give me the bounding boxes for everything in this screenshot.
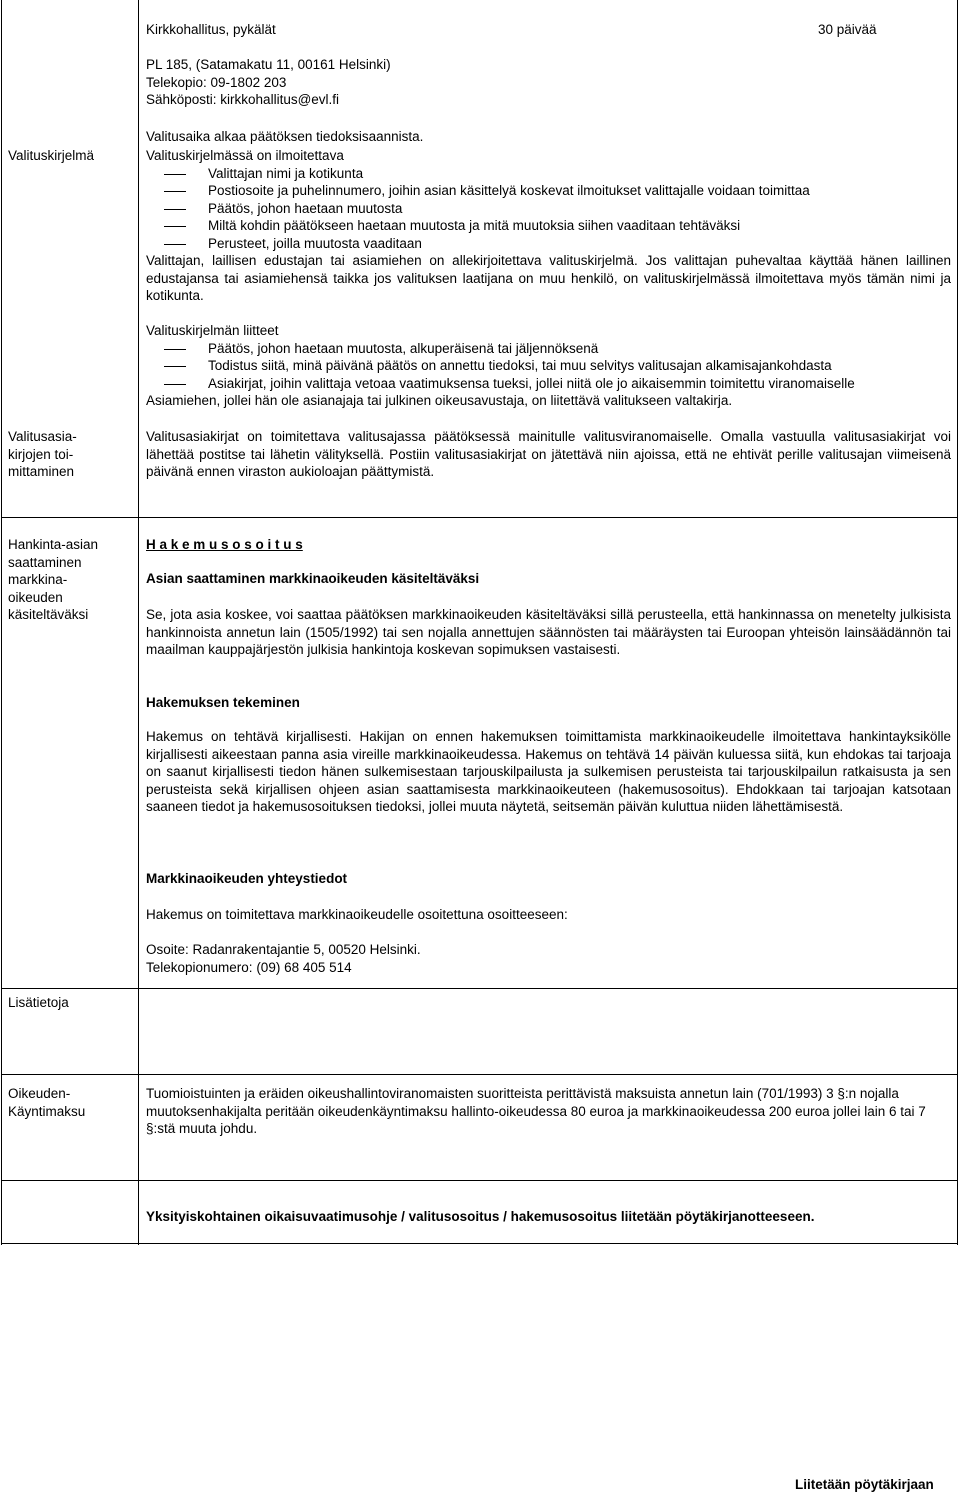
court-fee-label-line: Oikeuden- — [8, 1086, 71, 1101]
appeal-letter-item: Miltä kohdin päätökseen haetaan muutosta ja mitä muutoksia siihen vaaditaan tehtäväksi — [146, 217, 951, 235]
contact-intro: Hakemus on toimitettava markkinaoikeudelle osoitettuna osoitteeseen: — [146, 907, 568, 922]
procurement-label-line: käsiteltäväksi — [8, 607, 89, 622]
appeal-letter-item: Päätös, johon haetaan muutosta — [146, 200, 951, 218]
authority-email: Sähköposti: kirkkohallitus@evl.fi — [146, 92, 340, 107]
appeal-letter-item: Valittajan nimi ja kotikunta — [146, 165, 951, 183]
row-divider-3 — [1, 1074, 958, 1075]
appeal-time-note: Valitusaika alkaa päätöksen tiedoksisaannista. — [146, 129, 424, 144]
row-divider-2 — [1, 988, 958, 989]
appeal-letter-label: Valituskirjelmä — [8, 148, 95, 163]
delivery-label — [8, 428, 133, 481]
court-fee-label-line: Käyntimaksu — [8, 1103, 86, 1119]
procurement-text-2: Hakemus on tehtävä kirjallisesti. Hakijan on ennen hakemuksen toimittamista markkinaoikeudelle ilmoitettava hankintayksikölle kirjallisesti aikeestaan panna asia vireille markkinaoikeudessa. Hakemus on tehtävä 14 päivän kuluessa siitä, kun ehdokas tai tarjoaja on saanut kirjallisesti tiedon hänen sulkemisestaan tarjouskilpailusta ja sulkemisen perusteista tai tarjouskilpailun ratkaisusta ja sen perusteista sekä kirjallisen ohjeen asian saattamisesta markkinaoikeuteen (hakemusosoitus). Ehdokkaan tai tarjoajan katsotaan saaneen tiedot ja hakemusosoituksen tiedoksi, jollei muuta näytetä, seitsemän päivän kuluttua niiden lähettämisestä. — [146, 729, 951, 814]
procurement-label-line: Hankinta-asian — [8, 537, 99, 552]
delivery-label-line: kirjojen toi- — [8, 446, 74, 462]
authority-contact — [146, 56, 391, 109]
table-bottom-border — [1, 1243, 958, 1244]
table-left-border — [1, 0, 2, 1245]
row-divider-4 — [1, 1180, 958, 1181]
procurement-label — [8, 536, 133, 624]
attachment-item: Päätös, johon haetaan muutosta, alkuperäisenä tai jäljennöksenä — [146, 340, 951, 358]
delivery-label-line: mittaminen — [8, 464, 75, 479]
bottom-right-note: Liitetään pöytäkirjaan — [795, 1477, 934, 1492]
procurement-heading: H a k e m u s o s o i t u s — [146, 537, 303, 552]
footer-note: Yksityiskohtainen oikaisuvaatimusohje / valitusosoitus / hakemusosoitus liitetään pöytäkirjanotteeseen. — [146, 1209, 815, 1224]
court-fee-text: Tuomioistuinten ja eräiden oikeushallintoviranomaisten suoritteista perittävistä maksuista annetun lain (701/1993) 3 §:n nojalla muutoksenhakijalta peritään oikeudenkäyntimaksu hallinto-oikeudessa 80 euroa ja markkinaoikeudessa 200 euroa jollei lain 6 tai 7 §:stä muuta johdu. — [146, 1086, 926, 1136]
power-of-attorney: Asiamiehen, jollei hän ole asianajaja tai julkinen oikeusavustaja, on liitettävä valitukseen valtakirja. — [146, 393, 733, 408]
court-fee-label — [8, 1085, 133, 1120]
signature-requirement: Valittajan, laillisen edustajan tai asiamiehen on allekirjoitettava valituskirjelmä. Jos valittajan puhevaltaa käyttää hänen laillinen edustajansa tai asiamiehensä taikka jos valituksen laatijana on muu henkilö, on valituskirjelmässä ilmoitettava myös tämän nimi ja kotikunta. — [146, 253, 951, 303]
court-fax: Telekopionumero: (09) 68 405 514 — [146, 960, 352, 975]
appeal-letter-intro: Valituskirjelmässä on ilmoitettava — [146, 148, 344, 163]
appeal-letter-item: Perusteet, joilla muutosta vaaditaan — [146, 235, 951, 253]
attachments-section — [146, 322, 951, 410]
appeal-deadline: 30 päivää — [818, 22, 877, 37]
additional-info-label: Lisätietoja — [8, 995, 69, 1010]
appeal-letter-section — [146, 147, 951, 305]
procurement-subheading: Asian saattaminen markkinaoikeuden käsiteltäväksi — [146, 571, 480, 586]
attachment-item: Asiakirjat, joihin valittaja vetoaa vaatimuksensa tueksi, jollei niitä ole jo aikaisemmin toimitettu viranomaiselle — [146, 375, 951, 393]
authority-fax: Telekopio: 09-1802 203 — [146, 74, 287, 90]
procurement-label-line: oikeuden — [8, 589, 63, 605]
procurement-text-1: Se, jota asia koskee, voi saattaa päätöksen markkinaoikeuden käsiteltäväksi sillä perusteella, että hankinnassa on menetelty julkisista hankinnoista annetun lain (1505/1992) tai sen nojalla annettujen säännösten tai määräysten tai Euroopan yhteisön lainsäädännön tai maailman kauppajärjestön julkisia hankintoja koskevan sopimuksen vastaisesti. — [146, 607, 951, 657]
column-divider — [138, 0, 139, 1245]
appeal-letter-item: Postiosoite ja puhelinnumero, joihin asian käsittelyä koskevat ilmoitukset valittajalle voidaan toimittaa — [146, 182, 951, 200]
court-address: Osoite: Radanrakentajantie 5, 00520 Helsinki. — [146, 942, 421, 957]
row-divider-1 — [1, 517, 958, 518]
attachments-title: Valituskirjelmän liitteet — [146, 323, 279, 338]
application-title: Hakemuksen tekeminen — [146, 695, 300, 710]
delivery-label-line: Valitusasia- — [8, 429, 77, 444]
procurement-label-line: markkina- — [8, 572, 68, 587]
attachment-item: Todistus siitä, minä päivänä päätös on annettu tiedoksi, tai muu selvitys valitusajan alkamisajankohdasta — [146, 357, 951, 375]
table-right-border — [957, 0, 958, 1245]
contact-title: Markkinaoikeuden yhteystiedot — [146, 871, 348, 886]
procurement-label-line: saattaminen — [8, 554, 82, 570]
delivery-text: Valitusasiakirjat on toimitettava valitusajassa päätöksessä mainitulle valitusviranomaiselle. Omalla vastuulla valitusasiakirjat voi lähettää postitse tai lähetin välityksellä. Postiin valitusasiakirjat on jätettävä niin ajoissa, että ne ehtivät perille valitusajan viimeisenä päivänä ennen viraston aukioloajan päättymistä. — [146, 429, 951, 479]
authority-name: Kirkkohallitus, pykälät — [146, 22, 276, 37]
authority-address: PL 185, (Satamakatu 11, 00161 Helsinki) — [146, 57, 391, 72]
